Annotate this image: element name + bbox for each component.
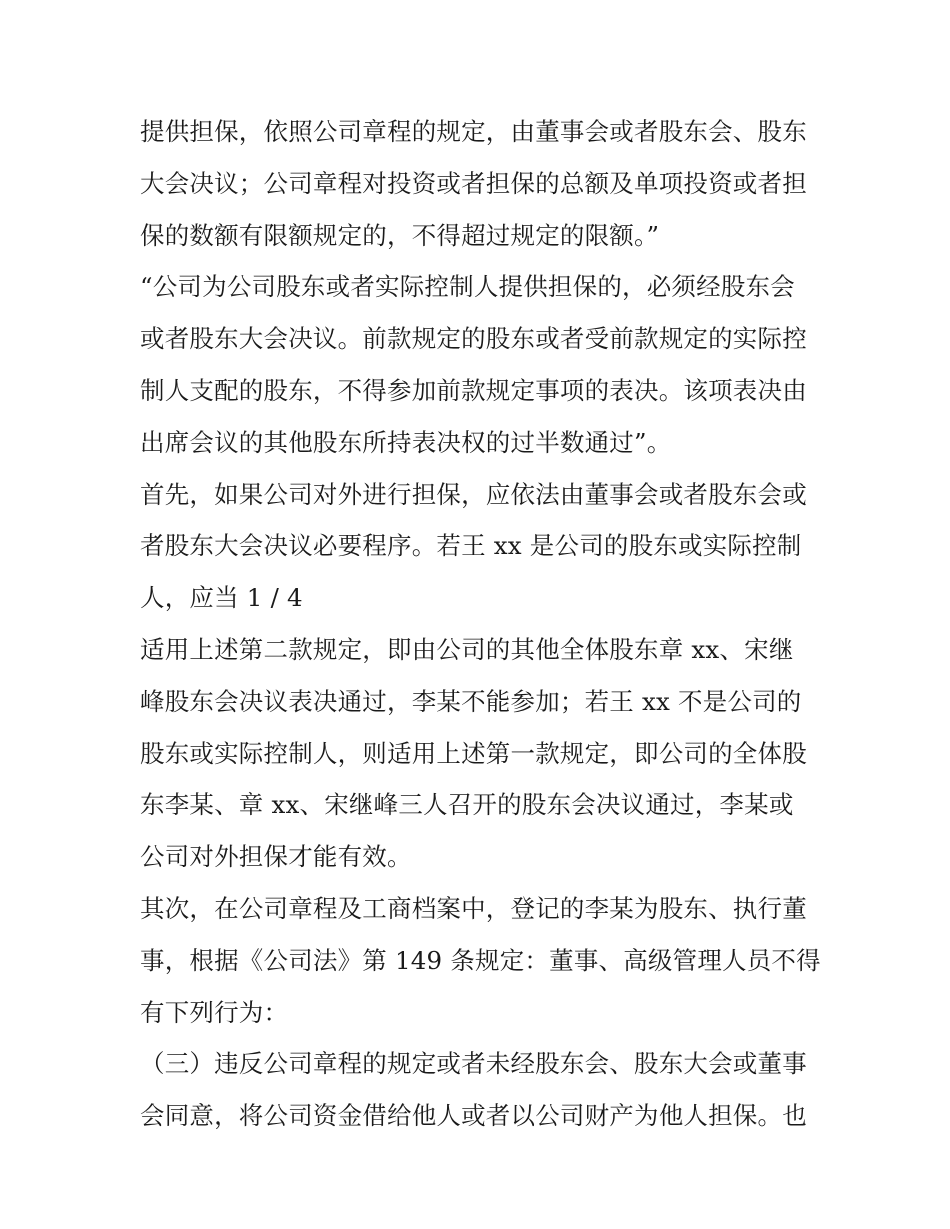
text-line: 事，根据《公司法》第 149 条规定：董事、高级管理人员不得 <box>140 945 821 975</box>
text-line: 适用上述第二款规定，即由公司的其他全体股东章 xx、宋继 <box>140 634 794 664</box>
document-body <box>140 106 820 1142</box>
text-line: 会同意，将公司资金借给他人或者以公司财产为他人担保。也 <box>140 1101 807 1131</box>
text-line: 股东或实际控制人，则适用上述第一款规定，即公司的全体股 <box>140 738 807 768</box>
text-line: （三）违反公司章程的规定或者未经股东会、股东大会或董事 <box>140 1049 807 1079</box>
text-line: 有下列行为： <box>140 997 289 1027</box>
text-line: 提供担保，依照公司章程的规定，由董事会或者股东会、股东 <box>140 117 807 146</box>
text-line: 大会决议；公司章程对投资或者担保的总额及单项投资或者担 <box>140 168 807 198</box>
text-line: 首先，如果公司对外进行担保，应依法由董事会或者股东会或 <box>140 479 807 509</box>
text-line: 其次，在公司章程及工商档案中，登记的李某为股东、执行董 <box>140 893 807 923</box>
text-line: 或者股东大会决议。前款规定的股东或者受前款规定的实际控 <box>140 324 807 354</box>
text-line: “公司为公司股东或者实际控制人提供担保的，必须经股东会 <box>140 272 795 302</box>
text-line: 制人支配的股东，不得参加前款规定事项的表决。该项表决由 <box>140 375 807 405</box>
text-line: 公司对外担保才能有效。 <box>140 842 412 872</box>
text-line: 者股东大会决议必要程序。若王 xx 是公司的股东或实际控制 <box>140 531 802 561</box>
text-line: 保的数额有限额规定的，不得超过规定的限额。” <box>140 220 660 250</box>
text-line: 出席会议的其他股东所持表决权的过半数通过”。 <box>140 427 672 457</box>
text-line: 峰股东会决议表决通过，李某不能参加；若王 xx 不是公司的 <box>140 686 802 716</box>
text-line: 东李某、章 xx、宋继峰三人召开的股东会决议通过，李某或 <box>140 790 794 820</box>
text-line-page-number: 人，应当 1 / 4 <box>140 583 303 613</box>
